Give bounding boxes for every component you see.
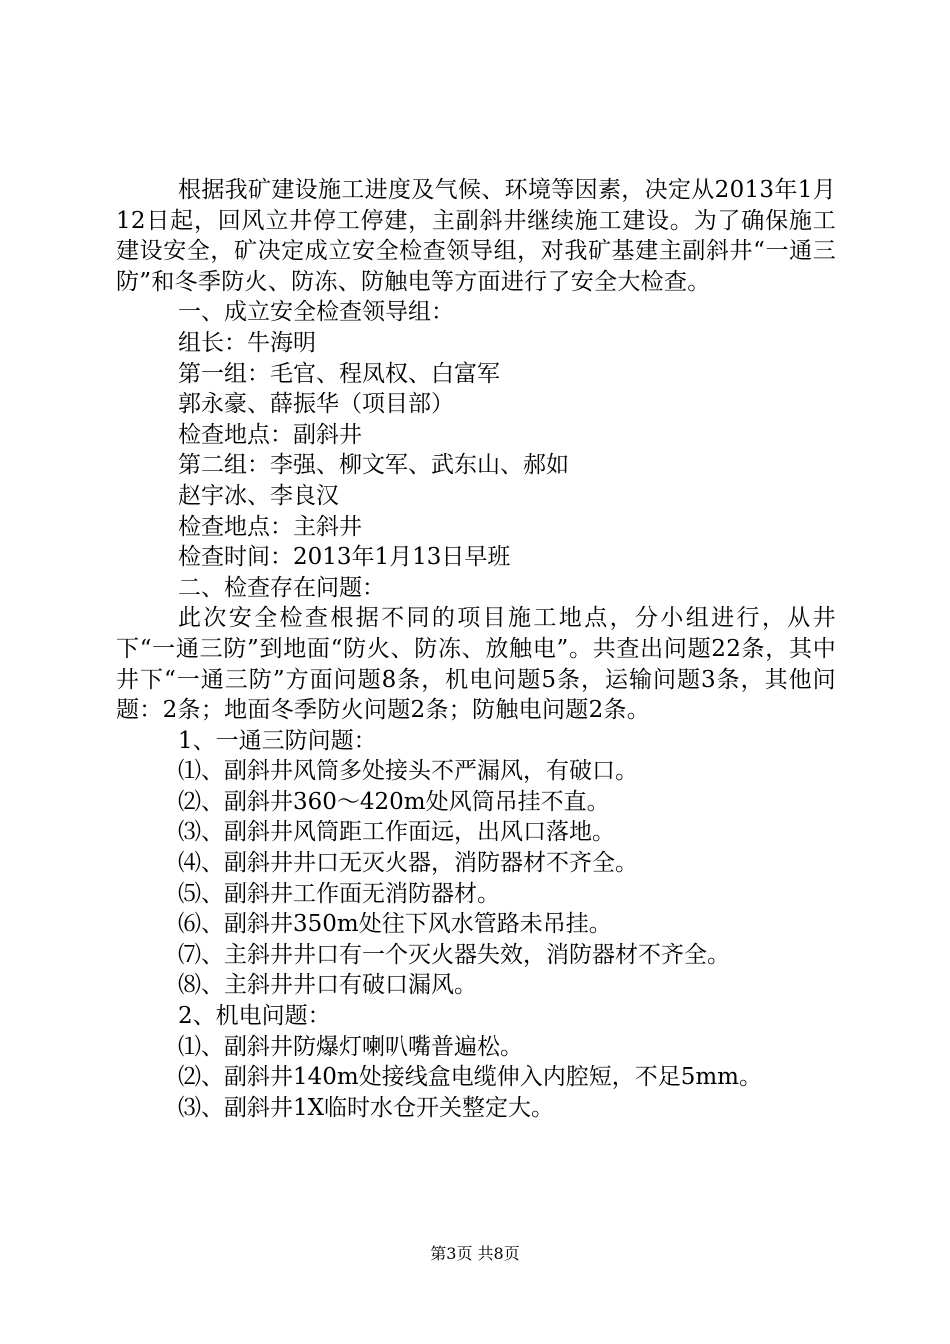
list-item: ⑵、副斜井140m处接线盒电缆伸入内腔短，不足5mm。 [178, 1064, 762, 1091]
subsection-heading-electrical: 2、机电问题： [178, 1003, 331, 1030]
subsection-heading-ventilation: 1、一通三防问题： [178, 727, 377, 754]
list-item: ⑶、副斜井风筒距工作面远，出风口落地。 [178, 819, 615, 846]
list-item: ⑴、副斜井防爆灯喇叭嘴普遍松。 [178, 1033, 523, 1060]
list-item: ⑵、副斜井360～420m处风筒吊挂不直。 [178, 788, 610, 815]
intro-paragraph: 根据我矿建设施工进度及气候、环境等因素，决定从2013年1月12日起，回风立井停工停建，主副斜井继续施工建设。为了确保施工建设安全，矿决定成立安全检查领导组，对我矿基建主副斜井“一通三防”和冬季防火、防冻、防触电等方面进行了安全大检查。 [116, 177, 836, 295]
list-item: ⑴、副斜井风筒多处接头不严漏风，有破口。 [178, 758, 638, 785]
group-one-line: 第一组：毛官、程凤权、白富军 [178, 360, 500, 387]
list-item: ⑸、副斜井工作面无消防器材。 [178, 880, 500, 907]
document-body [116, 175, 836, 1123]
page-number-footer: 第3页 共8页 [430, 1244, 520, 1263]
group-leader-line: 组长：牛海明 [178, 329, 316, 356]
section-heading-leadership: 一、成立安全检查领导组： [178, 299, 454, 326]
group-two-location-line: 检查地点：主斜井 [178, 513, 362, 540]
list-item: ⑹、副斜井350m处往下风水管路未吊挂。 [178, 911, 612, 938]
list-item: ⑶、副斜井1X临时水仓开关整定大。 [178, 1094, 555, 1121]
group-one-location-line: 检查地点：副斜井 [178, 421, 362, 448]
group-two-members-line: 赵宇冰、李良汉 [178, 482, 339, 509]
group-two-line: 第二组：李强、柳文军、武东山、郝如 [178, 452, 569, 479]
section-heading-problems: 二、检查存在问题： [178, 574, 385, 601]
list-item: ⑺、主斜井井口有一个灭火器失效，消防器材不齐全。 [178, 941, 730, 968]
list-item: ⑷、副斜井井口无灭火器，消防器材不齐全。 [178, 850, 638, 877]
problems-summary-paragraph: 此次安全检查根据不同的项目施工地点，分小组进行，从井下“一通三防”到地面“防火、防冻、放触电”。共查出问题22条，其中井下“一通三防”方面问题8条，机电问题5条，运输问题3条，其他问题：2条；地面冬季防火问题2条；防触电问题2条。 [116, 605, 836, 724]
group-one-members-line: 郭永豪、薛振华（项目部） [178, 391, 454, 418]
inspection-time-line: 检查时间：2013年1月13日早班 [178, 544, 511, 571]
list-item: ⑻、主斜井井口有破口漏风。 [178, 972, 477, 999]
